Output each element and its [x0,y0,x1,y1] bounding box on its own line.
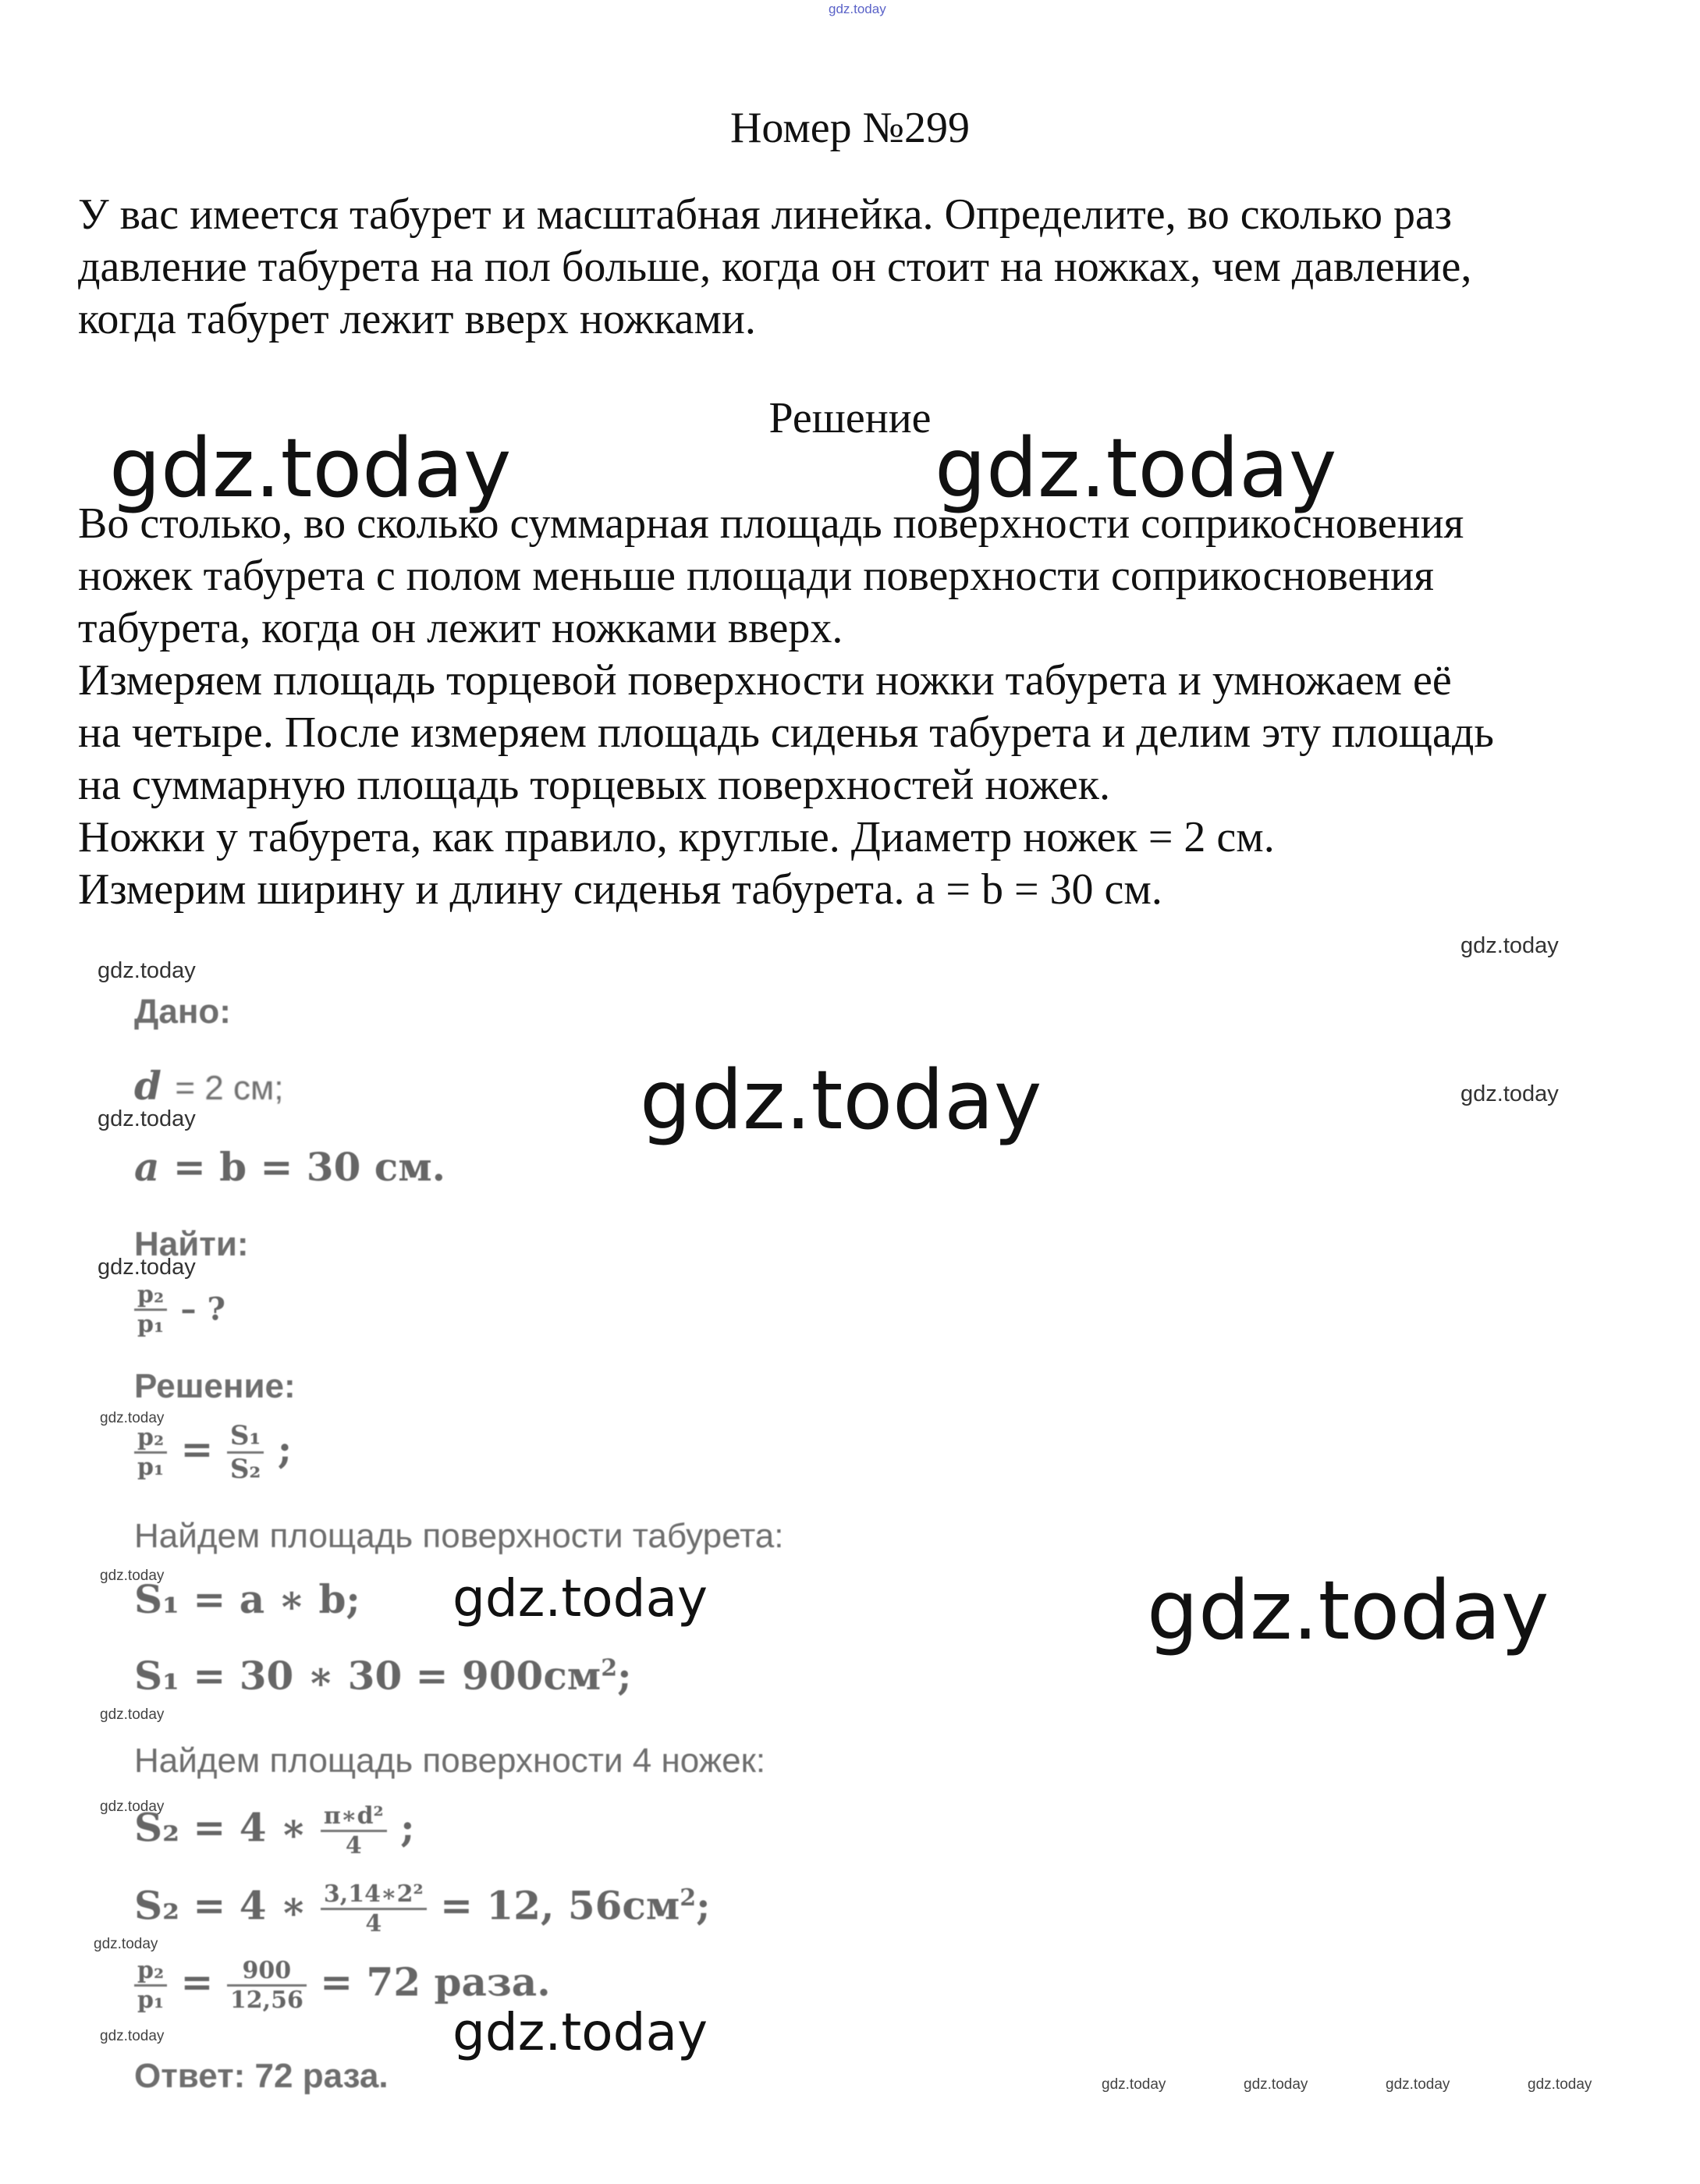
solution-line: табурета, когда он лежит ножками вверх. [78,604,843,652]
final-ratio [134,1957,551,2014]
watermark: gdz.today [453,2002,708,2062]
s2-numerator: π∗d² [321,1802,387,1832]
solution-text [78,498,1670,916]
watermark: gdz.today [1386,2076,1450,2093]
solution-line: на суммарную площадь торцевых поверхностей ножек. [78,761,1110,809]
pressure-ratio [134,1424,167,1481]
s2-fraction [321,1802,387,1859]
ratio-result: = 72 раза. [320,1958,551,2005]
s2-left: S₂ = 4 ∗ [134,1882,307,1929]
s2-calc-denominator: 4 [365,1910,382,1937]
watermark: gdz.today [100,1410,165,1426]
watermark: gdz.today [109,421,512,516]
s2-calc-numerator: 3,14∗2² [321,1880,427,1910]
p2: p₂ [134,1281,167,1311]
solution-line: на четыре. После измеряем площадь сиденья табурета и делим эту площадь [78,708,1494,757]
semicolon: ; [277,1426,293,1472]
find-question: – ? [180,1291,225,1328]
watermark: gdz.today [100,1799,165,1815]
s1-formula: S₁ = a ∗ b; [134,1576,360,1622]
area-seat-label: Найдем площадь поверхности табурета: [134,1517,784,1555]
watermark: gdz.today [1528,2076,1592,2093]
ratio-fraction [134,1281,167,1338]
s2-formula [134,1802,415,1859]
watermark: gdz.today [94,1936,158,1952]
task-line: У вас имеется табурет и масштабная линейка. Определите, во сколько раз [78,190,1452,239]
top-watermark: gdz.today [829,2,886,16]
area-legs-label: Найдем площадь поверхности 4 ножек: [134,1742,766,1780]
area-ratio [227,1420,264,1485]
ratio-equals-areas [134,1420,292,1485]
task-line: давление табурета на пол больше, когда он стоит на ножках, чем давление, [78,243,1472,291]
watermark: gdz.today [1147,1563,1549,1658]
semicolon: ; [400,1804,415,1851]
given-d-value: = 2 см; [175,1069,284,1107]
task-line: когда табурет лежит вверх ножками. [78,295,756,343]
watermark: gdz.today [1102,2076,1166,2093]
s2-calculation [134,1880,711,1937]
watermark: gdz.today [1244,2076,1308,2093]
s1: S₁ [227,1420,264,1454]
given-label: Дано: [134,993,231,1031]
p2: p₂ [134,1957,167,1987]
watermark: gdz.today [640,1053,1042,1148]
find-label: Найти: [134,1225,249,1263]
given-ab-value: = b = 30 см. [172,1144,446,1190]
var-a: a [134,1144,160,1190]
equals-sign: = [180,1958,214,2005]
answer: Ответ: 72 раза. [134,2057,389,2095]
s2-denominator: 4 [345,1832,362,1859]
var-d: d [134,1063,161,1109]
solution-heading: Решение [768,394,932,442]
watermark: gdz.today [1460,1081,1559,1106]
watermark: gdz.today [98,958,196,983]
watermark: gdz.today [100,2028,165,2044]
solution-line: Измерим ширину и длину сиденья табурета. a = b = 30 см. [78,865,1162,914]
square-exponent: 2 [680,1884,697,1912]
solution-line: Измеряем площадь торцевой поверхности ножки табурета и умножаем её [78,656,1452,705]
p1: p₁ [137,1311,165,1338]
p1: p₁ [137,1987,165,2014]
s2-calc-fraction [321,1880,427,1937]
s2-left: S₂ = 4 ∗ [134,1804,307,1851]
solution-line: ножек табурета с полом меньше площади поверхности соприкосновения [78,552,1434,600]
square-exponent: 2 [601,1654,618,1682]
given-ab [134,1144,445,1190]
watermark: gdz.today [453,1568,708,1628]
watermark: gdz.today [1460,933,1559,958]
watermark: gdz.today [935,421,1337,516]
semicolon: ; [696,1882,711,1929]
solution-label: Решение: [134,1367,296,1405]
find-ratio [134,1281,225,1338]
ratio-denominator: 12,56 [229,1987,303,2014]
equals-sign: = [180,1426,214,1472]
ratio-numerator: 900 [227,1957,307,1987]
pressure-ratio [134,1957,167,2014]
s1-calculation [134,1653,632,1699]
p2: p₂ [134,1424,167,1454]
s1-calc-main: S₁ = 30 ∗ 30 = 900см [134,1653,602,1699]
task-text [78,189,1654,346]
watermark: gdz.today [100,1568,165,1584]
s2: S₂ [229,1454,261,1485]
watermark: gdz.today [98,1255,196,1280]
numeric-ratio [227,1957,307,2014]
watermark: gdz.today [100,1706,165,1723]
page-title: Номер №299 [729,104,971,152]
given-d [134,1063,283,1109]
solution-line: Во столько, во сколько суммарная площадь поверхности соприкосновения [78,499,1464,548]
semicolon: ; [617,1653,632,1699]
watermark: gdz.today [98,1106,196,1131]
s2-result: = 12, 56см [440,1882,680,1929]
solution-line: Ножки у табурета, как правило, круглые. Диаметр ножек = 2 см. [78,813,1275,861]
p1: p₁ [137,1454,165,1481]
